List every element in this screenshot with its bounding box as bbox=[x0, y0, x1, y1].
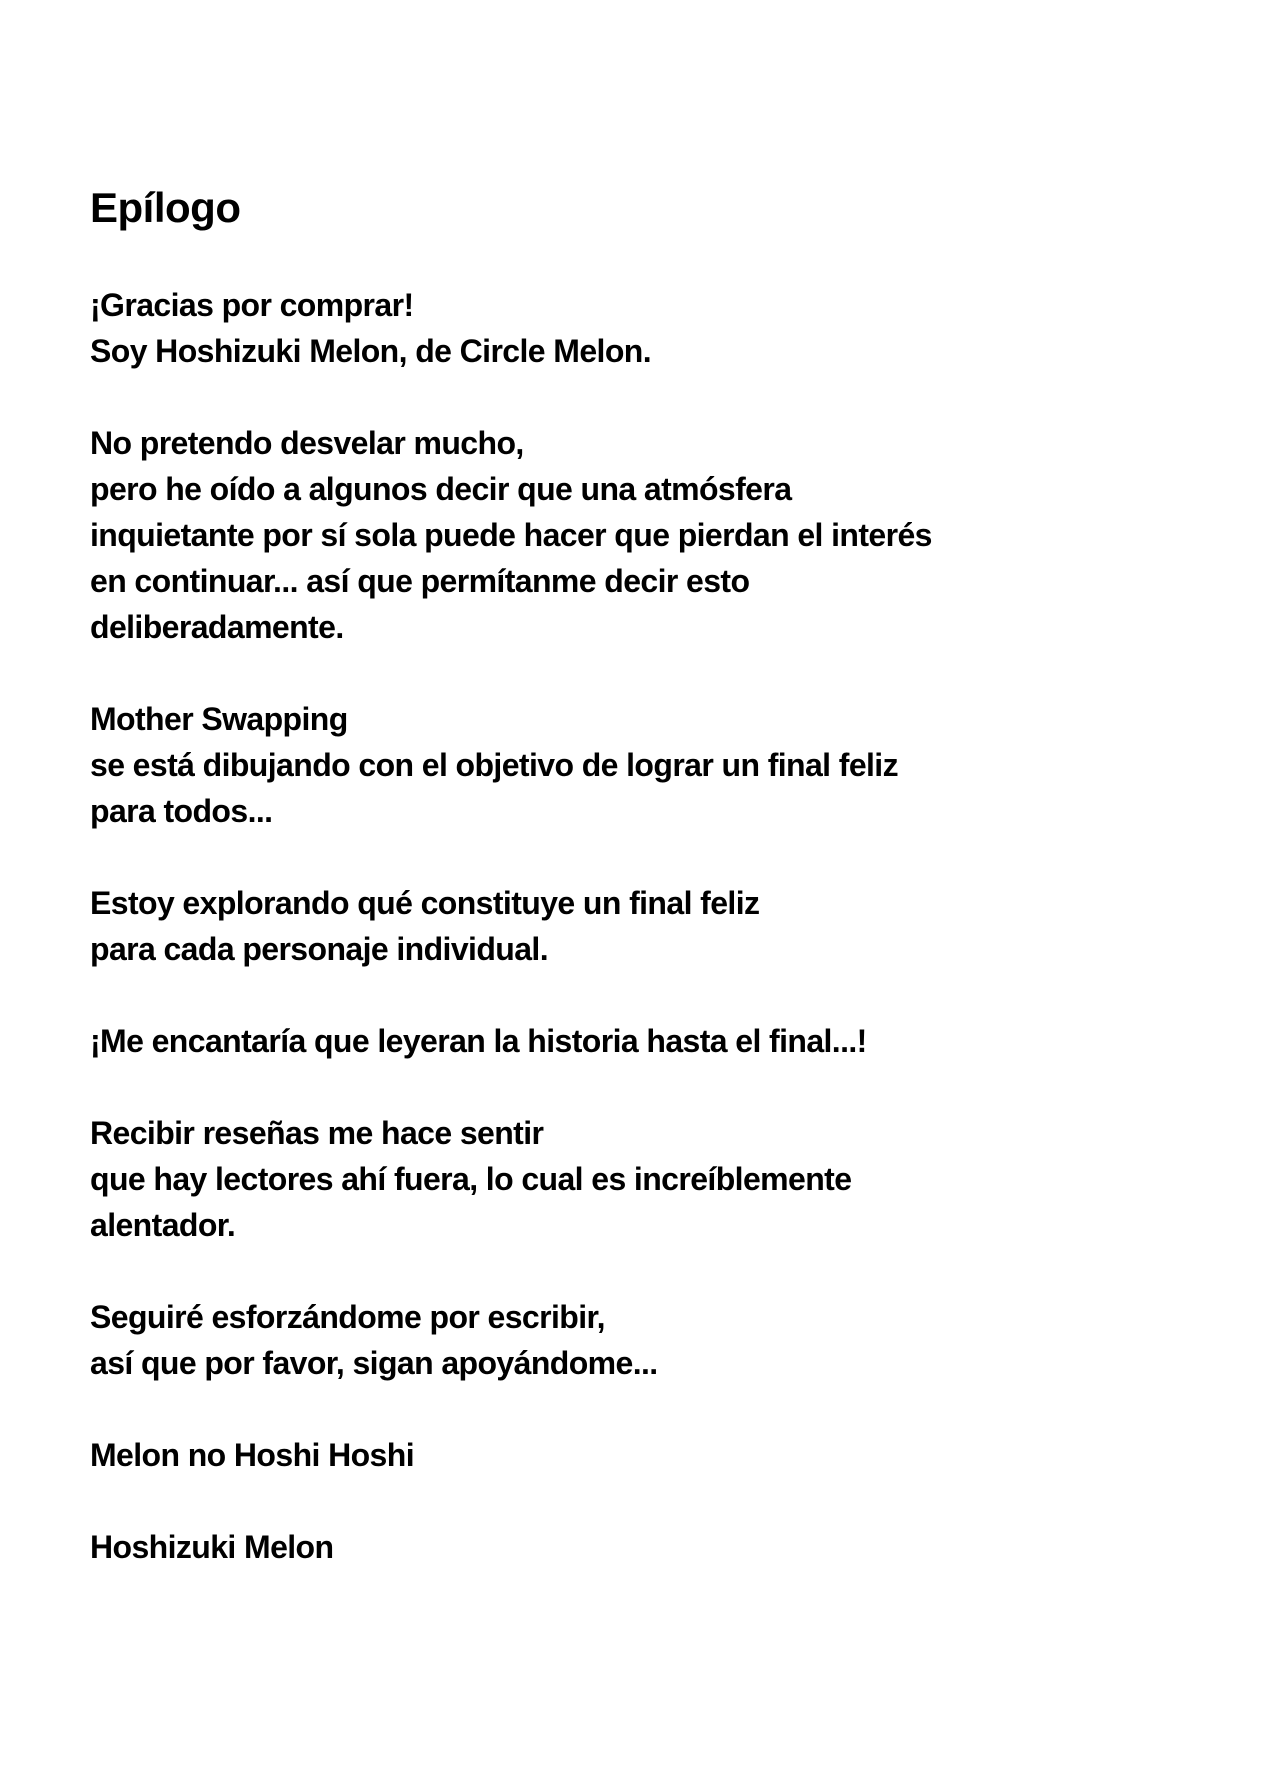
paragraph bbox=[90, 1018, 932, 1064]
text-line: Mother Swapping bbox=[90, 701, 348, 737]
text-line: inquietante por sí sola puede hacer que pierdan el interés bbox=[90, 517, 932, 553]
paragraph bbox=[90, 1524, 932, 1570]
text-line: Estoy explorando qué constituye un final feliz bbox=[90, 885, 760, 921]
text-line: Soy Hoshizuki Melon, de Circle Melon. bbox=[90, 333, 652, 369]
text-line: así que por favor, sigan apoyándome... bbox=[90, 1345, 658, 1381]
text-line: Recibir reseñas me hace sentir bbox=[90, 1115, 544, 1151]
text-line: Melon no Hoshi Hoshi bbox=[90, 1437, 414, 1473]
paragraph bbox=[90, 1294, 932, 1386]
text-line: se está dibujando con el objetivo de lograr un final feliz bbox=[90, 747, 898, 783]
paragraph bbox=[90, 880, 932, 972]
text-line: que hay lectores ahí fuera, lo cual es increíblemente bbox=[90, 1161, 852, 1197]
text-line: Seguiré esforzándome por escribir, bbox=[90, 1299, 605, 1335]
paragraph bbox=[90, 420, 932, 650]
text-line: alentador. bbox=[90, 1207, 236, 1243]
paragraph bbox=[90, 696, 932, 834]
text-line: deliberadamente. bbox=[90, 609, 344, 645]
text-line: ¡Gracias por comprar! bbox=[90, 287, 414, 323]
text-line: en continuar... así que permítanme decir esto bbox=[90, 563, 750, 599]
text-line: No pretendo desvelar mucho, bbox=[90, 425, 524, 461]
paragraph bbox=[90, 1432, 932, 1478]
paragraph bbox=[90, 282, 932, 374]
text-line: para cada personaje individual. bbox=[90, 931, 549, 967]
text-line: Hoshizuki Melon bbox=[90, 1529, 334, 1565]
text-line: pero he oído a algunos decir que una atmósfera bbox=[90, 471, 792, 507]
text-line: para todos... bbox=[90, 793, 273, 829]
paragraph bbox=[90, 1110, 932, 1248]
text-line: ¡Me encantaría que leyeran la historia hasta el final...! bbox=[90, 1023, 867, 1059]
epilogue-body bbox=[90, 282, 932, 1616]
page-title: Epílogo bbox=[90, 184, 241, 231]
